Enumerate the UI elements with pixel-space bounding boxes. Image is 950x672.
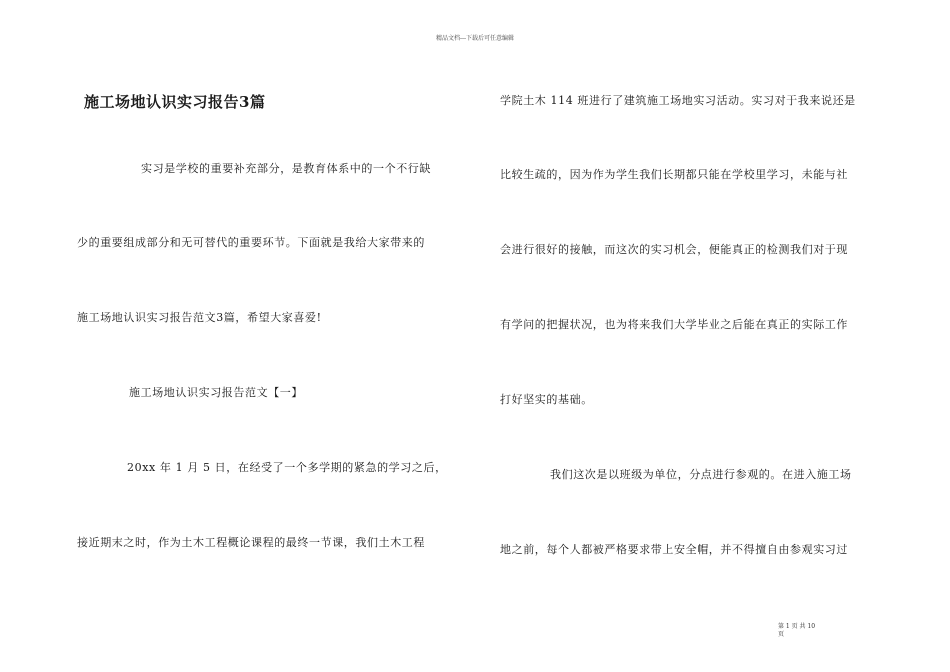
- paragraph-line: 实习是学校的重要补充部分，是教育体系中的一个不行缺: [141, 162, 431, 175]
- page-number-line: 第 1 页 共 10: [778, 623, 816, 630]
- page-number-line: 页: [778, 631, 785, 638]
- paragraph-line: 有学问的把握状况，也为将来我们大学毕业之后能在真正的实际工作: [500, 318, 848, 331]
- paragraph-line: 少的重要组成部分和无可替代的重要环节。下面就是我给大家带来的: [77, 236, 425, 249]
- document-title: 施工场地认识实习报告3篇: [84, 93, 266, 111]
- paragraph-line: 施工场地认识实习报告范文3篇，希望大家喜爱!: [77, 311, 322, 324]
- paragraph-line: 我们这次是以班级为单位，分点进行参观的。在进入施工场: [550, 468, 852, 481]
- section-heading: 施工场地认识实习报告范文【一】: [129, 386, 303, 399]
- paragraph-line: 接近期末之时，作为土木工程概论课程的最终一节课，我们土木工程: [77, 536, 425, 549]
- right-column: [500, 0, 884, 672]
- paragraph-line: 会进行很好的接触，而这次的实习机会，便能真正的检测我们对于现: [500, 243, 848, 256]
- page-number: [778, 623, 838, 639]
- paragraph-line: 打好坚实的基础。: [500, 393, 593, 406]
- paragraph-line: 地之前，每个人都被严格要求带上安全帽，并不得擅自由参观实习过: [500, 543, 848, 556]
- paragraph-line: 20xx 年 1 月 5 日，在经受了一个多学期的紧急的学习之后，: [127, 461, 447, 474]
- paragraph-line: 学院土木 114 班进行了建筑施工场地实习活动。实习对于我来说还是: [500, 94, 856, 107]
- header-note: 精品文档---下载后可任意编辑: [435, 35, 515, 42]
- paragraph-line: 比较生疏的，因为作为学生我们长期都只能在学校里学习，未能与社: [500, 168, 848, 181]
- left-column: [77, 0, 461, 672]
